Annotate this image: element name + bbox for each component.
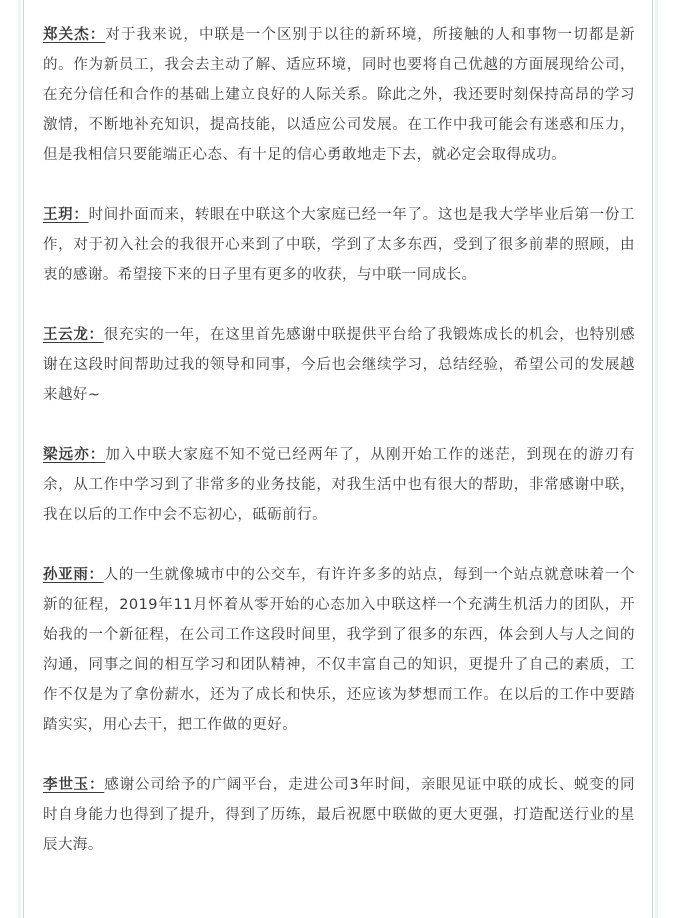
testimonial-entry — [43, 560, 635, 740]
author-name: 王云龙： — [43, 327, 104, 343]
author-name: 梁远亦： — [43, 447, 106, 463]
testimonial-list — [43, 20, 635, 890]
testimonial-text: 对于我来说，中联是一个区别于以往的新环境，所接触的人和事物一切都是新的。作为新员工，我会去主动了解、适应环境，同时也要将自己优越的方面展现给公司，在充分信任和合作的基础上建立良好的人际关系。除此之外，我还要时刻保持高昂的学习激情，不断地补充知识，提高技能，以适应公司发展。在工作中我可能会有迷惑和压力，但是我相信只要能端正心态、有十足的信心勇敢地走下去，就必定会取得成功。 — [43, 27, 635, 163]
testimonial-text: 感谢公司给予的广阔平台，走进公司3年时间，亲眼见证中联的成长、蜕变的同时自身能力也得到了提升，得到了历练，最后祝愿中联做的更大更强，打造配送行业的星辰大海。 — [43, 777, 635, 853]
testimonial-entry — [43, 770, 635, 860]
author-name: 王玥： — [43, 207, 89, 223]
testimonial-text: 时间扑面而来，转眼在中联这个大家庭已经一年了。这也是我大学毕业后第一份工作，对于初入社会的我很开心来到了中联，学到了太多东西，受到了很多前辈的照顾，由衷的感谢。希望接下来的日子里有更多的收获，与中联一同成长。 — [43, 207, 635, 283]
testimonial-entry — [43, 20, 635, 170]
testimonial-text: 很充实的一年，在这里首先感谢中联提供平台给了我锻炼成长的机会，也特别感谢在这段时间帮助过我的领导和同事，今后也会继续学习，总结经验，希望公司的发展越来越好~ — [43, 327, 635, 403]
testimonial-text: 加入中联大家庭不知不觉已经两年了，从刚开始工作的迷茫，到现在的游刃有余，从工作中学习到了非常多的业务技能，对我生活中也有很大的帮助，非常感谢中联，我在以后的工作中会不忘初心，砥砺前行。 — [43, 447, 635, 523]
author-name: 孙亚雨： — [43, 567, 104, 583]
testimonial-entry — [43, 440, 635, 530]
author-name: 李世玉： — [43, 777, 105, 793]
author-name: 郑关杰： — [43, 27, 106, 43]
testimonial-entry — [43, 200, 635, 290]
testimonial-entry — [43, 320, 635, 410]
testimonial-text: 人的一生就像城市中的公交车，有许许多多的站点，每到一个站点就意味着一个新的征程，2019年11月怀着从零开始的心态加入中联这样一个充满生机活力的团队，开始我的一个新征程，在公司工作这段时间里，我学到了很多的东西，体会到人与人之间的沟通，同事之间的相互学习和团队精神，不仅丰富自己的知识，更提升了自己的素质，工作不仅是为了拿份薪水，还为了成长和快乐，还应该为梦想而工作。在以后的工作中要踏踏实实，用心去干，把工作做的更好。 — [43, 567, 635, 733]
